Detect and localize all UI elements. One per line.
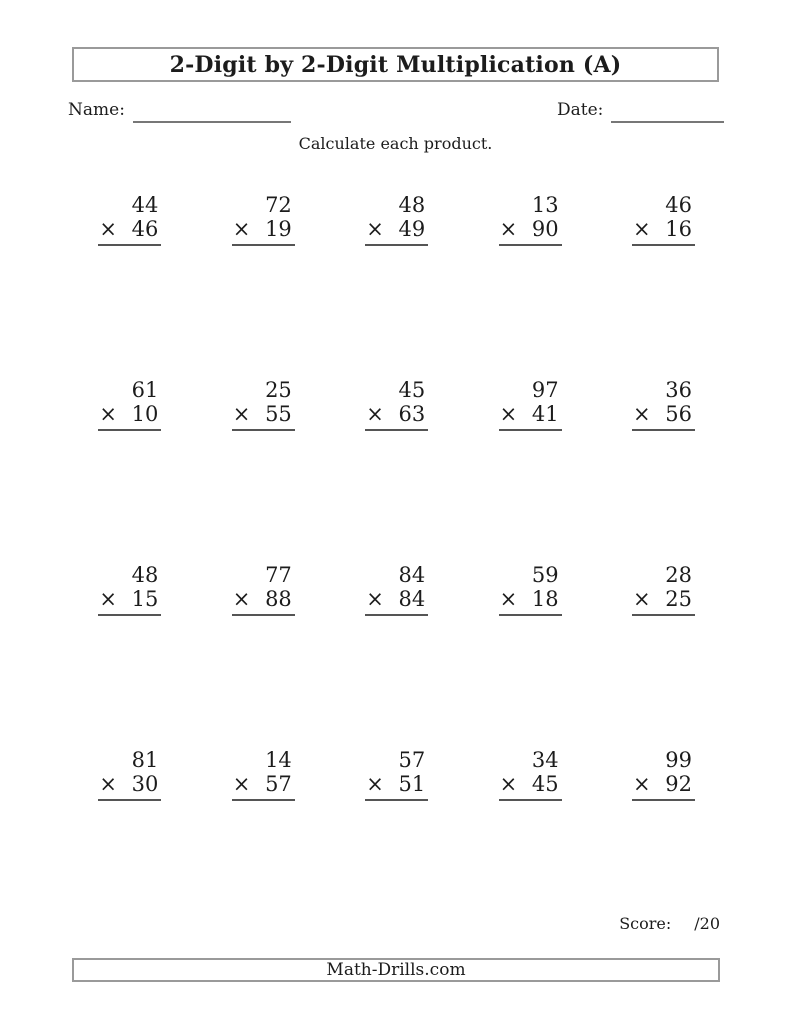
multiplication-problem <box>365 193 428 246</box>
multiplier-row <box>365 217 428 246</box>
multiplier-row <box>499 217 562 246</box>
multiply-sign: × <box>632 217 651 241</box>
multiply-sign: × <box>232 217 251 241</box>
multiply-sign: × <box>632 587 651 611</box>
multiplication-problem <box>365 378 428 431</box>
multiply-sign: × <box>232 772 251 796</box>
score-label: Score: <box>619 914 672 933</box>
date-blank-line <box>611 103 724 123</box>
multiply-sign: × <box>99 772 117 796</box>
multiply-sign: × <box>232 587 251 611</box>
multiplication-problem <box>232 378 295 431</box>
multiplier: 90 <box>531 217 559 241</box>
multiplier: 88 <box>265 587 292 611</box>
multiplier: 49 <box>398 217 426 241</box>
multiply-sign: × <box>99 587 117 611</box>
multiplier: 30 <box>131 772 159 796</box>
multiplicand: 48 <box>398 193 426 217</box>
footer-box <box>72 958 720 982</box>
multiplier: 46 <box>131 217 159 241</box>
multiplier: 55 <box>265 402 292 426</box>
multiplication-problem <box>98 563 161 616</box>
multiplier-row <box>232 402 295 431</box>
multiplier: 84 <box>398 587 426 611</box>
multiplication-problem <box>232 748 295 801</box>
multiplier: 92 <box>665 772 692 796</box>
multiplicand: 25 <box>265 378 292 402</box>
multiplication-problem <box>632 563 695 616</box>
multiplicand: 14 <box>265 748 292 772</box>
multiplication-problem <box>232 193 295 246</box>
multiplicand: 36 <box>665 378 692 402</box>
multiplier-row <box>499 402 562 431</box>
multiplication-problem <box>632 193 695 246</box>
multiplicand: 59 <box>531 563 559 587</box>
multiply-sign: × <box>499 587 518 611</box>
multiplier-row <box>632 402 695 431</box>
score-field <box>619 914 720 933</box>
multiply-sign: × <box>499 402 518 426</box>
multiplicand: 61 <box>131 378 159 402</box>
multiply-sign: × <box>232 402 251 426</box>
multiply-sign: × <box>366 402 384 426</box>
multiplier: 57 <box>265 772 292 796</box>
multiply-sign: × <box>366 217 384 241</box>
multiplicand: 84 <box>398 563 426 587</box>
name-field <box>68 100 291 120</box>
multiplicand: 81 <box>131 748 159 772</box>
multiplication-problem <box>499 378 562 431</box>
multiplier-row <box>632 217 695 246</box>
multiplicand: 45 <box>398 378 426 402</box>
multiplicand: 48 <box>131 563 159 587</box>
name-blank-line <box>133 103 291 123</box>
multiplier-row <box>232 217 295 246</box>
multiplication-problem <box>365 748 428 801</box>
multiplicand: 13 <box>531 193 559 217</box>
multiplier-row <box>98 217 161 246</box>
multiply-sign: × <box>632 402 651 426</box>
multiply-sign: × <box>499 772 518 796</box>
multiplier: 63 <box>398 402 426 426</box>
multiplier-row <box>98 587 161 616</box>
multiply-sign: × <box>632 772 651 796</box>
worksheet-title-box <box>72 47 719 82</box>
multiplier: 45 <box>531 772 559 796</box>
multiply-sign: × <box>99 402 117 426</box>
problems-grid <box>28 193 695 933</box>
multiplier-row <box>499 772 562 801</box>
multiplicand: 44 <box>131 193 159 217</box>
multiply-sign: × <box>499 217 518 241</box>
multiplier: 51 <box>398 772 426 796</box>
date-label: Date: <box>557 100 604 120</box>
multiply-sign: × <box>366 587 384 611</box>
multiplier-row <box>365 587 428 616</box>
multiplier-row <box>365 772 428 801</box>
multiplier-row <box>632 587 695 616</box>
multiplication-problem <box>499 193 562 246</box>
multiplier: 15 <box>131 587 159 611</box>
multiplication-problem <box>98 193 161 246</box>
multiplier: 25 <box>665 587 692 611</box>
footer-brand: Math-Drills.com <box>326 960 466 980</box>
multiplier-row <box>499 587 562 616</box>
multiplier: 19 <box>265 217 292 241</box>
multiply-sign: × <box>99 217 117 241</box>
multiplier-row <box>232 587 295 616</box>
multiplier-row <box>98 402 161 431</box>
multiplication-problem <box>232 563 295 616</box>
multiplier: 41 <box>531 402 559 426</box>
multiplicand: 77 <box>265 563 292 587</box>
multiplication-problem <box>499 748 562 801</box>
multiplication-problem <box>365 563 428 616</box>
multiplier: 16 <box>665 217 692 241</box>
page-title: 2-Digit by 2-Digit Multiplication (A) <box>169 51 622 78</box>
multiplication-problem <box>98 378 161 431</box>
multiplier: 18 <box>531 587 559 611</box>
multiplier: 10 <box>131 402 159 426</box>
multiplicand: 97 <box>531 378 559 402</box>
multiplicand: 46 <box>665 193 692 217</box>
multiplier-row <box>365 402 428 431</box>
multiplicand: 99 <box>665 748 692 772</box>
score-value: /20 <box>694 914 720 933</box>
multiplicand: 57 <box>398 748 426 772</box>
instruction-text: Calculate each product. <box>298 134 493 153</box>
multiplier-row <box>98 772 161 801</box>
multiplication-problem <box>98 748 161 801</box>
multiplication-problem <box>632 748 695 801</box>
name-label: Name: <box>68 100 125 120</box>
date-field <box>557 100 724 120</box>
multiplier-row <box>632 772 695 801</box>
multiplicand: 28 <box>665 563 692 587</box>
multiplication-problem <box>632 378 695 431</box>
multiply-sign: × <box>366 772 384 796</box>
multiplier-row <box>232 772 295 801</box>
multiplication-problem <box>499 563 562 616</box>
multiplicand: 34 <box>531 748 559 772</box>
multiplicand: 72 <box>265 193 292 217</box>
multiplier: 56 <box>665 402 692 426</box>
